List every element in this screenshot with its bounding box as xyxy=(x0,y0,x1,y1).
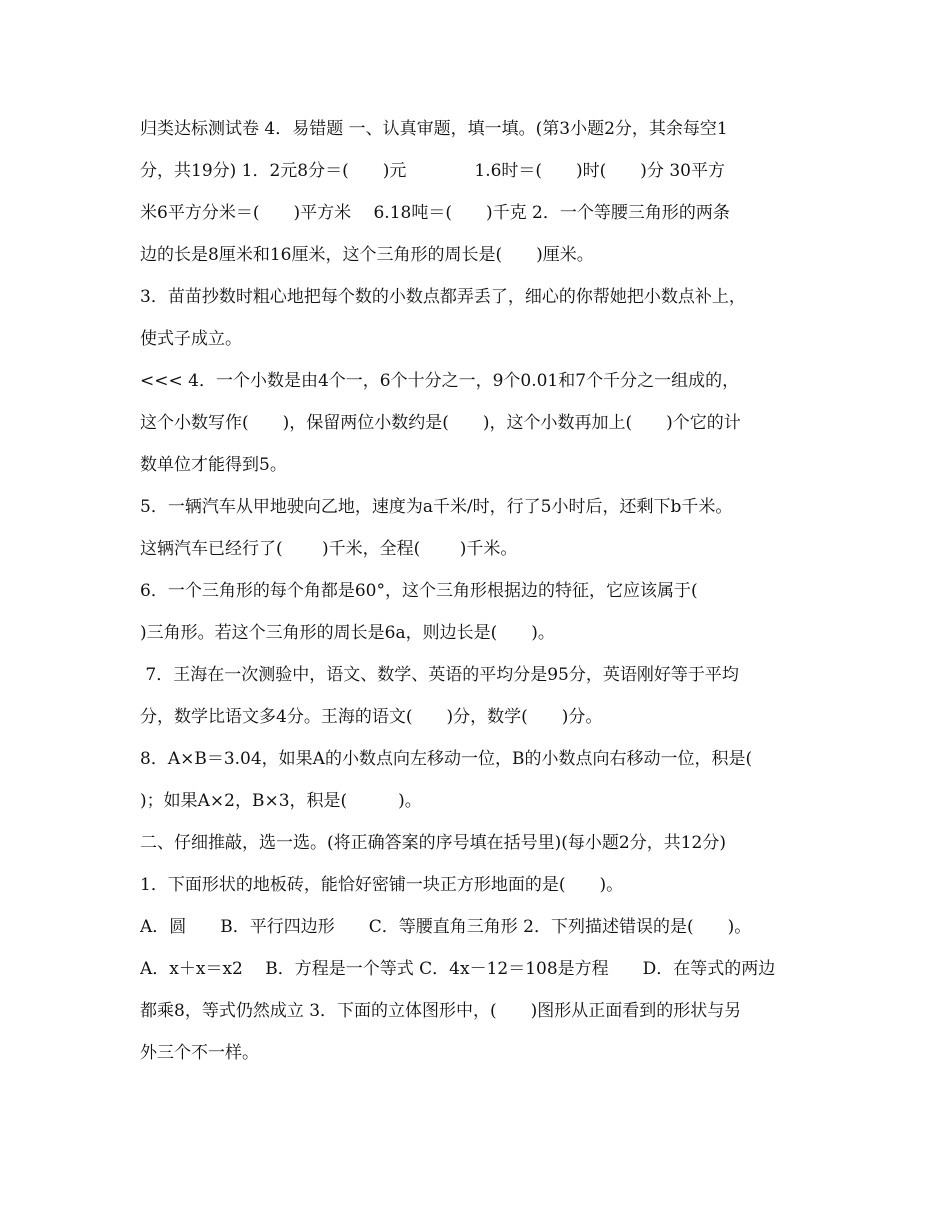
document-page xyxy=(140,108,820,1074)
text-line: )；如果A×2，B×3，积是( )。 xyxy=(140,791,422,811)
text-line: 都乘8，等式仍然成立 3．下面的立体图形中，( )图形从正面看到的形状与另 xyxy=(140,1001,742,1021)
text-line: 1．下面形状的地板砖，能恰好密铺一块正方形地面的是( )。 xyxy=(140,875,624,895)
text-line: 数单位才能得到5。 xyxy=(140,455,287,475)
text-line: 分，共19分) 1．2元8分＝( )元 1.6时＝( )时( )分 30平方 xyxy=(140,161,725,181)
text-line: 8．A×B＝3.04，如果A的小数点向左移动一位，B的小数点向右移动一位，积是( xyxy=(140,749,753,769)
text-line: 边的长是8厘米和16厘米，这个三角形的周长是( )厘米。 xyxy=(140,245,594,265)
text-line: 这个小数写作( )，保留两位小数约是( )，这个小数再加上( )个它的计 xyxy=(140,413,741,433)
text-line: 6．一个三角形的每个角都是60°，这个三角形根据边的特征，它应该属于( xyxy=(140,581,698,601)
text-line: 使式子成立。 xyxy=(140,329,242,349)
text-line: )三角形。若这个三角形的周长是6a，则边长是( )。 xyxy=(140,623,555,643)
text-line: 5．一辆汽车从甲地驶向乙地，速度为a千米/时，行了5小时后，还剩下b千米。 xyxy=(140,497,733,517)
text-line: 米6平方分米＝( )平方米 6.18吨＝( )千克 2．一个等腰三角形的两条 xyxy=(140,203,730,223)
text-line: 归类达标测试卷 4．易错题 一、认真审题，填一填。(第3小题2分，其余每空1 xyxy=(140,119,728,139)
text-line: <<< 4．一个小数是由4个一，6个十分之一，9个0.01和7个千分之一组成的， xyxy=(140,371,740,391)
text-line: 3．苗苗抄数时粗心地把每个数的小数点都弄丢了，细心的你帮她把小数点补上， xyxy=(140,287,746,307)
text-line: A．x＋x＝x2 B．方程是一个等式 C．4x－12＝108是方程 D．在等式的两边 xyxy=(140,959,776,979)
text-line: 7．王海在一次测验中，语文、数学、英语的平均分是95分，英语刚好等于平均 xyxy=(140,665,739,685)
text-line: 这辆汽车已经行了( )千米，全程( )千米。 xyxy=(140,539,518,559)
text-line: 二、仔细推敲，选一选。(将正确答案的序号填在括号里)(每小题2分，共12分) xyxy=(140,833,726,853)
text-line: 分，数学比语文多4分。王海的语文( )分，数学( )分。 xyxy=(140,707,603,727)
text-line: A．圆 B．平行四边形 C．等腰直角三角形 2．下列描述错误的是( )。 xyxy=(140,917,752,937)
text-line: 外三个不一样。 xyxy=(140,1043,259,1063)
